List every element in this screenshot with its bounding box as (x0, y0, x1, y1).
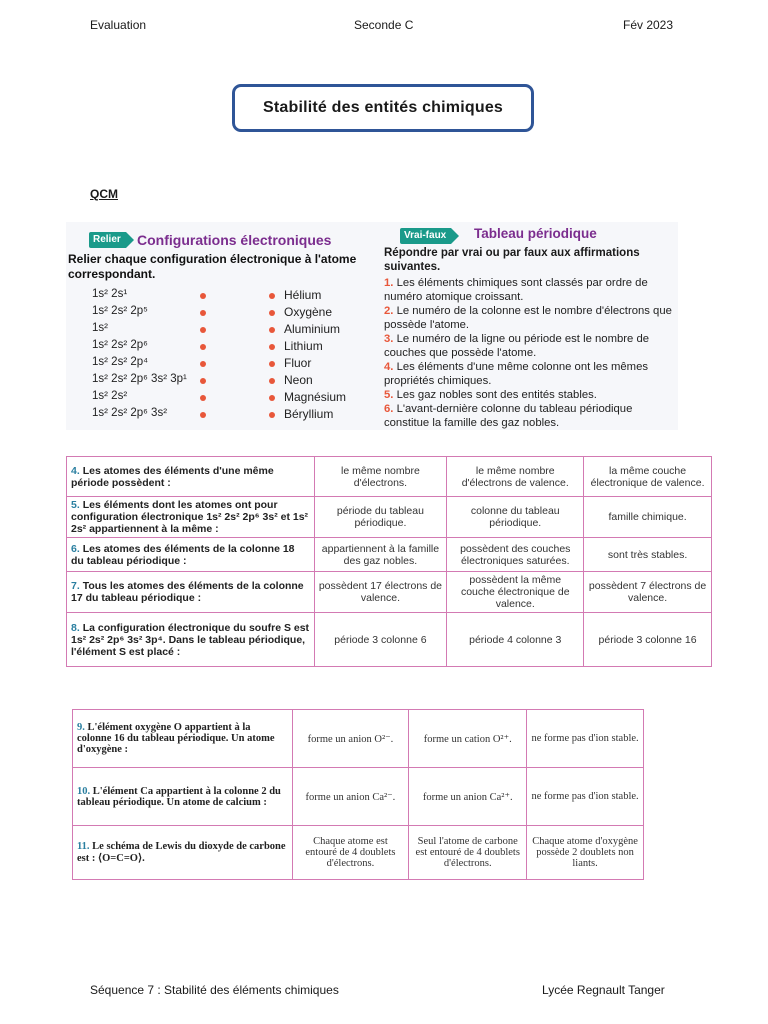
config-item: 1s² 2s² (92, 390, 128, 402)
element-item: Neon (284, 373, 313, 387)
answer-cell[interactable]: forme un anion Ca²⁺. (409, 768, 527, 826)
config-item: 1s² 2s² 2p⁶ 3s² 3p¹ (92, 373, 187, 385)
header-subject: Evaluation (90, 18, 147, 32)
element-dot[interactable] (269, 344, 275, 350)
element-item: Béryllium (284, 407, 334, 421)
relier-section (66, 222, 378, 430)
answer-cell[interactable]: ne forme pas d'ion stable. (527, 710, 644, 768)
answer-cell[interactable]: colonne du tableau périodique. (447, 497, 584, 538)
answer-cell[interactable]: ne forme pas d'ion stable. (527, 768, 644, 826)
relier-badge: Relier (89, 232, 126, 248)
element-dot[interactable] (269, 293, 275, 299)
table-row (73, 768, 644, 826)
config-item: 1s² 2s² 2p⁵ (92, 305, 148, 317)
config-dot[interactable] (200, 361, 206, 367)
question-cell: 6. Les atomes des éléments de la colonne 18 du tableau périodique : (67, 538, 315, 572)
config-item: 1s² 2s² 2p⁶ 3s² (92, 407, 168, 419)
vraifaux-item: 2. Le numéro de la colonne est le nombre d'électrons que possède l'atome. (384, 305, 672, 331)
answer-cell[interactable]: le même nombre d'électrons de valence. (447, 457, 584, 497)
answer-cell[interactable]: appartiennent à la famille des gaz nobles. (314, 538, 447, 572)
element-item: Magnésium (284, 390, 347, 404)
table-row (67, 538, 712, 572)
answer-cell[interactable]: possèdent la même couche électronique de valence. (447, 572, 584, 613)
answer-cell[interactable]: période 3 colonne 16 (584, 613, 712, 667)
vraifaux-list (384, 276, 676, 430)
qcm-table-1 (66, 456, 712, 667)
answer-cell[interactable]: période 4 colonne 3 (447, 613, 584, 667)
config-dot[interactable] (200, 310, 206, 316)
exercise-panel (66, 222, 678, 430)
answer-cell[interactable]: forme un cation O²⁺. (409, 710, 527, 768)
element-item: Aluminium (284, 322, 341, 336)
answer-cell[interactable]: possèdent 17 électrons de valence. (314, 572, 447, 613)
answer-cell[interactable]: Seul l'atome de carbone est entouré de 4 doublets d'électrons. (409, 826, 527, 880)
question-cell: 7. Tous les atomes des éléments de la colonne 17 du tableau périodique : (67, 572, 315, 613)
footer-sequence: Séquence 7 : Stabilité des éléments chimiques (90, 983, 339, 997)
question-cell: 8. La configuration électronique du soufre S est 1s² 2s² 2p⁶ 3s² 3p⁴. Dans le tableau périodique, l'élément S est placé : (67, 613, 315, 667)
question-cell: 4. Les atomes des éléments d'une même période possèdent : (67, 457, 315, 497)
table-row (67, 613, 712, 667)
answer-cell[interactable]: forme un anion Ca²⁻. (292, 768, 409, 826)
element-dot[interactable] (269, 361, 275, 367)
vraifaux-item: 1. Les éléments chimiques sont classés par ordre de numéro atomique croissant. (384, 277, 648, 303)
footer-school: Lycée Regnault Tanger (542, 983, 665, 997)
answer-cell[interactable]: forme un anion O²⁻. (292, 710, 409, 768)
question-cell: 11. Le schéma de Lewis du dioxyde de carbone est : ⟨O=C=O⟩. (73, 826, 293, 880)
config-dot[interactable] (200, 344, 206, 350)
answer-cell[interactable]: la même couche électronique de valence. (584, 457, 712, 497)
vraifaux-item: 4. Les éléments d'une même colonne ont les mêmes propriétés chimiques. (384, 361, 649, 387)
answer-cell[interactable]: Chaque atome est entouré de 4 doublets d'électrons. (292, 826, 409, 880)
vraifaux-heading: Tableau périodique (474, 226, 597, 241)
table-row (67, 497, 712, 538)
answer-cell[interactable]: le même nombre d'électrons. (314, 457, 447, 497)
page-title: Stabilité des entités chimiques (232, 84, 534, 132)
config-dot[interactable] (200, 412, 206, 418)
answer-cell[interactable]: sont très stables. (584, 538, 712, 572)
table-row (73, 826, 644, 880)
vraifaux-item: 6. L'avant-dernière colonne du tableau périodique constitue la famille des gaz nobles. (384, 403, 633, 429)
vraifaux-badge: Vrai-faux (400, 228, 451, 244)
answer-cell[interactable]: période 3 colonne 6 (314, 613, 447, 667)
table-row (67, 457, 712, 497)
table-row (73, 710, 644, 768)
config-item: 1s² 2s¹ (92, 288, 128, 300)
relier-instruction: Relier chaque configuration électronique à l'atome correspondant. (68, 252, 357, 281)
header-class: Seconde C (354, 18, 414, 32)
config-item: 1s² 2s² 2p⁴ (92, 356, 149, 368)
header-date: Fév 2023 (623, 18, 674, 32)
answer-cell[interactable]: Chaque atome d'oxygène possède 2 doublets non liants. (527, 826, 644, 880)
config-dot[interactable] (200, 395, 206, 401)
element-dot[interactable] (269, 378, 275, 384)
vraifaux-instruction: Répondre par vrai ou par faux aux affirmations suivantes. (384, 247, 640, 273)
element-dot[interactable] (269, 310, 275, 316)
element-item: Fluor (284, 356, 312, 370)
answer-cell[interactable]: possèdent des couches électroniques saturées. (447, 538, 584, 572)
element-dot[interactable] (269, 412, 275, 418)
vraifaux-item: 3. Le numéro de la ligne ou période est le nombre de couches que possède l'atome. (384, 333, 650, 359)
config-dot[interactable] (200, 378, 206, 384)
answer-cell[interactable]: famille chimique. (584, 497, 712, 538)
question-cell: 9. L'élément oxygène O appartient à la colonne 16 du tableau périodique. Un atome d'oxygène : (73, 710, 293, 768)
config-item: 1s² 2s² 2p⁶ (92, 339, 148, 351)
element-dot[interactable] (269, 327, 275, 333)
element-item: Hélium (284, 288, 322, 302)
relier-heading: Configurations électroniques (137, 232, 332, 248)
element-dot[interactable] (269, 395, 275, 401)
answer-cell[interactable]: possèdent 7 électrons de valence. (584, 572, 712, 613)
element-item: Lithium (284, 339, 323, 353)
question-cell: 10. L'élément Ca appartient à la colonne 2 du tableau périodique. Un atome de calcium : (73, 768, 293, 826)
config-dot[interactable] (200, 293, 206, 299)
config-item: 1s² (92, 322, 108, 334)
qcm-table-2 (72, 709, 644, 880)
element-item: Oxygène (284, 305, 333, 319)
qcm-label: QCM (90, 187, 118, 201)
config-dot[interactable] (200, 327, 206, 333)
table-row (67, 572, 712, 613)
vraifaux-item: 5. Les gaz nobles sont des entités stables. (384, 389, 597, 401)
answer-cell[interactable]: période du tableau périodique. (314, 497, 447, 538)
question-cell: 5. Les éléments dont les atomes ont pour configuration électronique 1s² 2s² 2p⁶ 3s² et 1s² 2s² appartiennent à la même : (67, 497, 315, 538)
